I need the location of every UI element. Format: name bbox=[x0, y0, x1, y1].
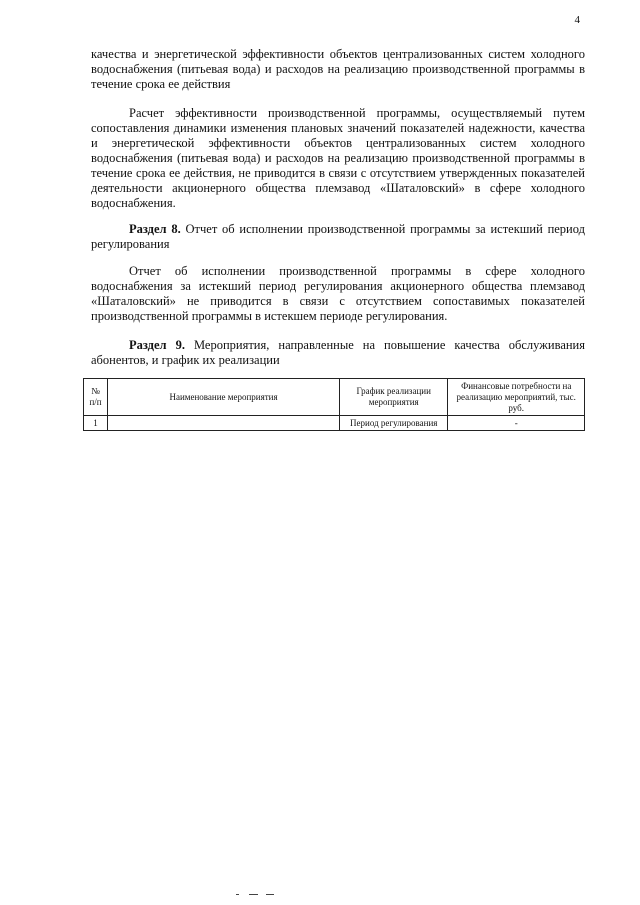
intro-paragraph: качества и энергетической эффективности объектов централизованных систем холодного водоснабжения (питьевая вода) и расходов на реализацию производственной программы в течение срока ее действия bbox=[91, 47, 585, 91]
section-8-heading bbox=[91, 222, 585, 252]
section-9-heading bbox=[91, 338, 585, 368]
section-8-title: Отчет об исполнении производственной программы за истекший период регулирования bbox=[91, 222, 585, 251]
scan-artifact bbox=[236, 893, 276, 897]
section-9-label: Раздел 9. bbox=[129, 338, 185, 352]
table-row bbox=[84, 416, 585, 431]
row-event-name bbox=[108, 416, 340, 431]
efficiency-paragraph: Расчет эффективности производственной программы, осуществляемый путем сопоставления динамики изменения плановых значений показателей надежности, качества и энергетической эффективности объектов централизованных систем холодного водоснабжения (питьевая вода) и расходов на реализацию производственной программы в течение срока ее действия, не приводится в связи с отсутствием утвержденных показателей деятельности акционерного общества племзавод «Шаталовский» в сфере холодного водоснабжения. bbox=[91, 106, 585, 210]
header-finance: Финансовые потребности на реализацию мероприятий, тыс. руб. bbox=[448, 379, 585, 416]
row-number: 1 bbox=[84, 416, 108, 431]
section-9-title: Мероприятия, направленные на повышение качества обслуживания абонентов, и график их реализации bbox=[91, 338, 585, 367]
page-number: 4 bbox=[574, 14, 580, 26]
events-table bbox=[83, 378, 585, 431]
table-header-row bbox=[84, 379, 585, 416]
section-8-body: Отчет об исполнении производственной программы в сфере холодного водоснабжения за истекший период регулирования акционерного общества племзавод «Шаталовский» не приводится в связи с отсутствием сопоставимых показателей производственной программы в истекшем периоде регулирования. bbox=[91, 264, 585, 323]
header-schedule: График реализации мероприятия bbox=[340, 379, 448, 416]
row-schedule: Период регулирования bbox=[340, 416, 448, 431]
header-event-name: Наименование мероприятия bbox=[108, 379, 340, 416]
section-8-label: Раздел 8. bbox=[129, 222, 181, 236]
row-finance: - bbox=[448, 416, 585, 431]
header-number: № п/п bbox=[84, 379, 108, 416]
